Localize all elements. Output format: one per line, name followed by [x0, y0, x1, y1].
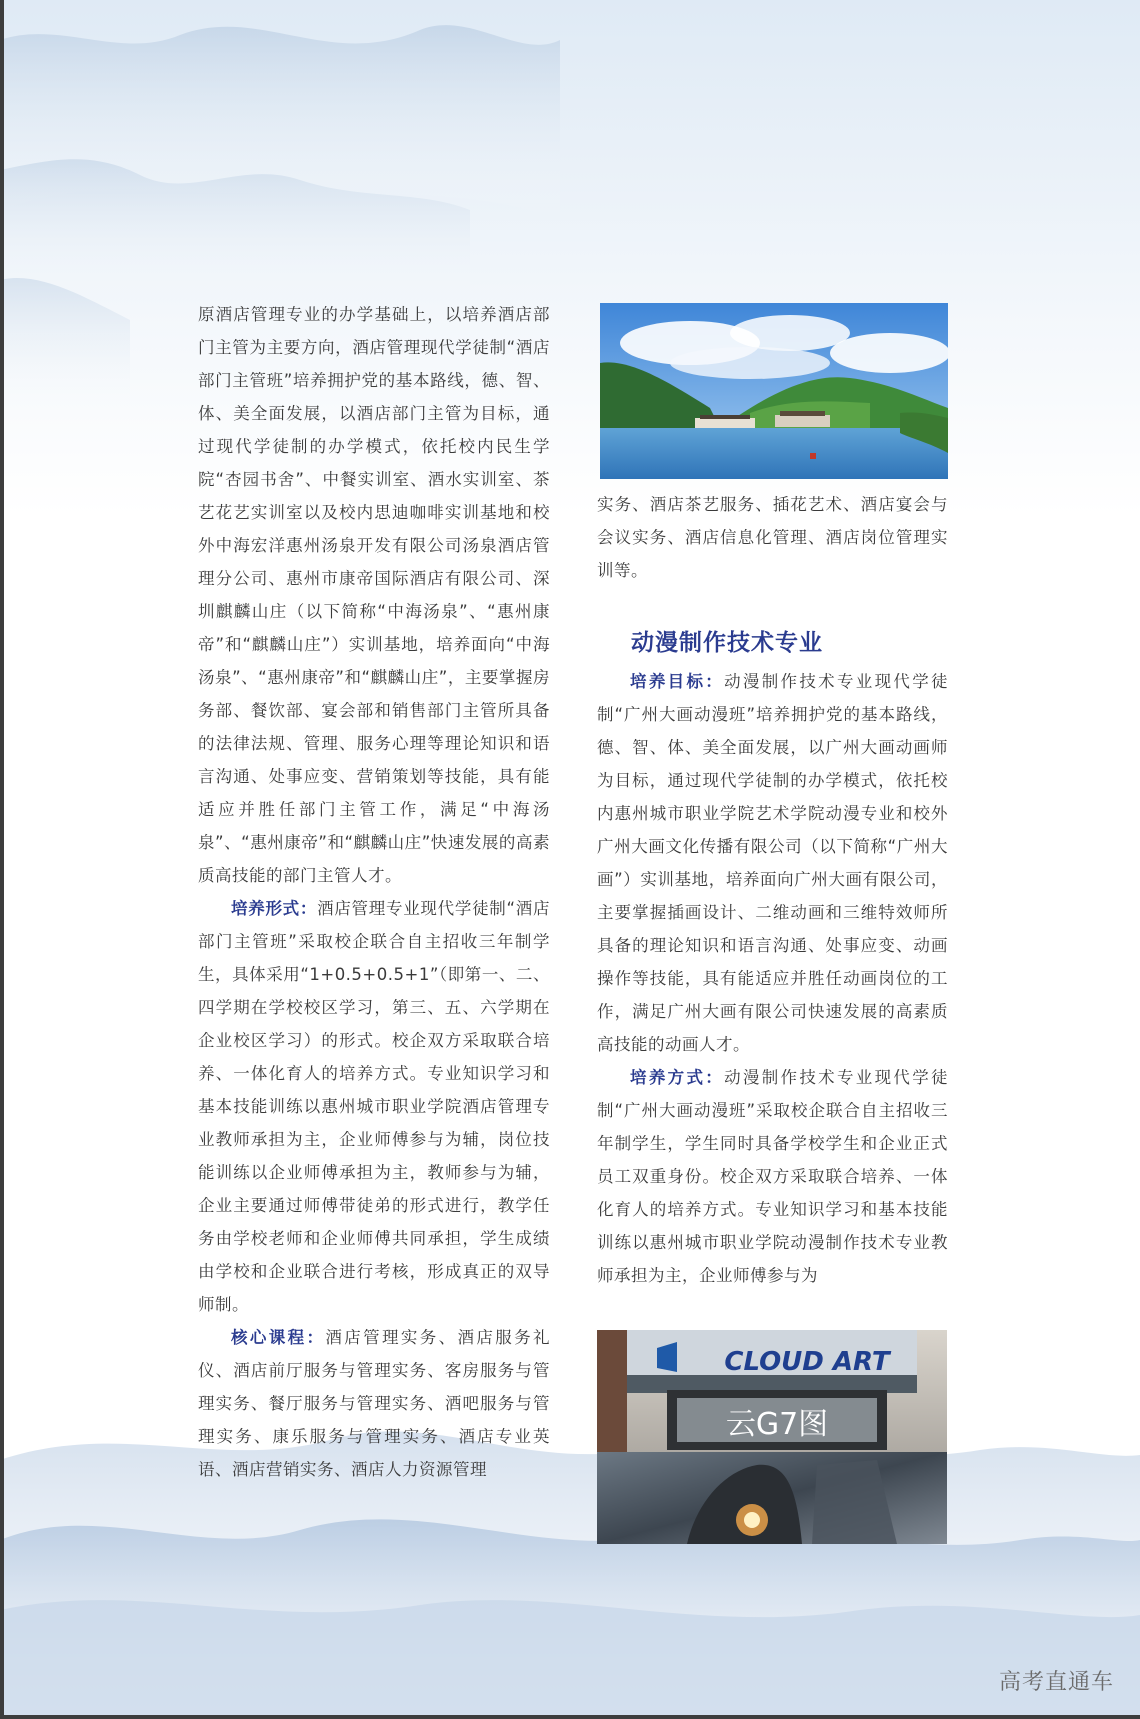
section-heading-animation: 动漫制作技术专业	[631, 630, 823, 656]
studio-door-text: 云G7图	[725, 1407, 829, 1442]
lake-photo-image	[600, 303, 948, 479]
training-method-text: 动漫制作技术专业现代学徒制“广州大画动漫班”采取校企联合自主招收三年制学生，学生同时具备学校学生和企业正式员工双重身份。校企双方采取联合培养、一体化育人的培养方式。专业知识学习和基本技能训练以惠州城市职业学院动漫制作技术专业教师承担为主，企业师傅参与为	[597, 1068, 948, 1285]
studio-photo-image	[597, 1330, 947, 1544]
right-column-lower	[597, 665, 948, 1292]
right-column	[597, 488, 948, 587]
core-course-paragraph	[198, 1321, 550, 1486]
training-form-label: 培养形式：	[231, 899, 318, 918]
training-form-text: 酒店管理专业现代学徒制“酒店部门主管班”采取校企联合自主招收三年制学生，具体采用“1+0.5+0.5+1”（即第一、二、四学期在学校校区学习，第三、五、六学期在企业校区学习）的形式。校企双方采取联合培养、一体化育人的培养方式。专业知识学习和基本技能训练以惠州城市职业学院酒店管理专业教师承担为主，企业师傅参与为辅，岗位技能训练以企业师傅承担为主，教师参与为辅，企业主要通过师傅带徒弟的形式进行，教学任务由学校老师和企业师傅共同承担，学生成绩由学校和企业联合进行考核，形成真正的双导师制。	[198, 899, 550, 1314]
left-column	[198, 298, 550, 1486]
footer-watermark: 高考直通车	[998, 1670, 1114, 1695]
intro-paragraph: 原酒店管理专业的办学基础上，以培养酒店部门主管为主要方向，酒店管理现代学徒制“酒店部门主管班”培养拥护党的基本路线，德、智、体、美全面发展，以酒店部门主管为目标，通过现代学徒制的办学模式，依托校内民生学院“杏园书舍”、中餐实训室、酒水实训室、茶艺花艺实训室以及校内思迪咖啡实训基地和校外中海宏洋惠州汤泉开发有限公司汤泉酒店管理分公司、惠州市康帝国际酒店有限公司、深圳麒麟山庄（以下简称“中海汤泉”、“惠州康帝”和“麒麟山庄”）实训基地，培养面向“中海汤泉”、“惠州康帝”和“麒麟山庄”，主要掌握房务部、餐饮部、宴会部和销售部门主管所具备的法律法规、管理、服务心理等理论知识和语言沟通、处事应变、营销策划等技能，具有能适应并胜任部门主管工作，满足“中海汤泉”、“惠州康帝”和“麒麟山庄”快速发展的高素质高技能的部门主管人才。	[198, 305, 550, 885]
training-method-paragraph	[597, 1061, 948, 1292]
studio-photo	[597, 1330, 947, 1544]
studio-sign-text: CLOUD ART	[724, 1347, 890, 1377]
lake-photo	[600, 303, 948, 479]
training-form-paragraph	[198, 892, 550, 1321]
core-course-continued: 实务、酒店茶艺服务、插花艺术、酒店宴会与会议实务、酒店信息化管理、酒店岗位管理实训等。	[597, 495, 948, 580]
training-goal-label: 培养目标：	[630, 672, 725, 691]
core-course-label: 核心课程：	[231, 1328, 326, 1347]
core-course-text: 酒店管理实务、酒店服务礼仪、酒店前厅服务与管理实务、客房服务与管理实务、餐厅服务与管理实务、酒吧服务与管理实务、康乐服务与管理实务、酒店专业英语、酒店营销实务、酒店人力资源管理	[198, 1328, 550, 1479]
training-method-label: 培养方式：	[630, 1068, 725, 1087]
page-left-edge	[0, 0, 4, 1719]
training-goal-text: 动漫制作技术专业现代学徒制“广州大画动漫班”培养拥护党的基本路线，德、智、体、美全面发展，以广州大画动画师为目标，通过现代学徒制的办学模式，依托校内惠州城市职业学院艺术学院动漫专业和校外广州大画文化传播有限公司（以下简称“广州大画”）实训基地，培养面向广州大画有限公司，主要掌握插画设计、二维动画和三维特效师所具备的理论知识和语言沟通、处事应变、动画操作等技能，具有能适应并胜任动画岗位的工作，满足广州大画有限公司快速发展的高素质高技能的动画人才。	[597, 672, 948, 1054]
training-goal-paragraph	[597, 665, 948, 1061]
page-bottom-edge	[0, 1715, 1140, 1719]
